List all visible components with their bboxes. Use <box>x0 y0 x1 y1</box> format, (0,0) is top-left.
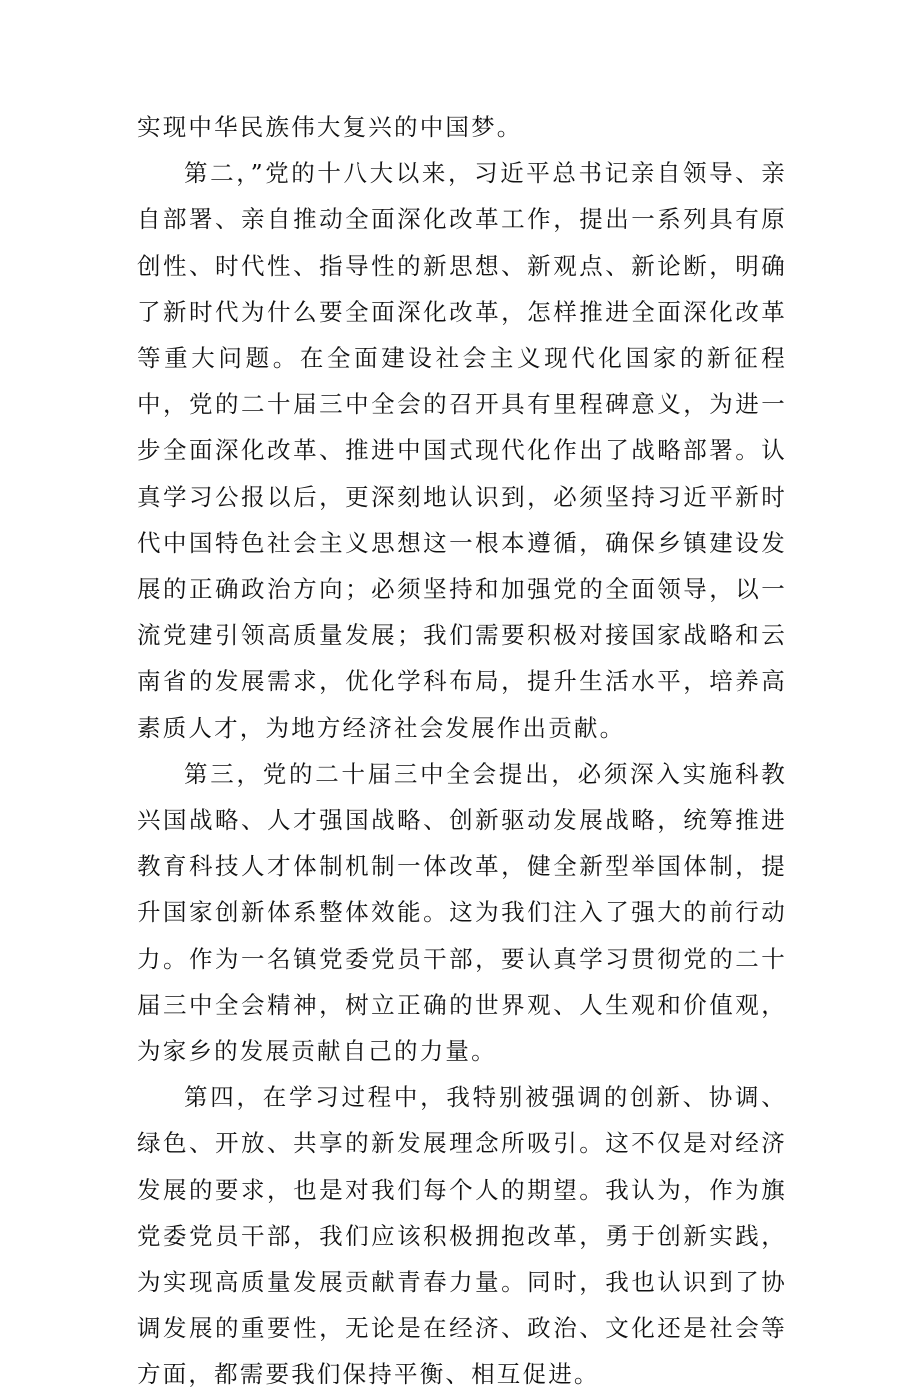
paragraph-continuation: 实现中华民族伟大复兴的中国梦。 <box>137 113 523 141</box>
paragraph-third: 第三，党的二十届三中全会提出，必须深入实施科教兴国战略、人才强国战略、创新驱动发展战略，统筹推进教育科技人才体制机制一体改革，健全新型举国体制，提升国家创新体系整体效能。这为我们注入了强大的前行动力。作为一名镇党委党员干部，要认真学习贯彻党的二十届三中全会精神，树立正确的世界观、人生观和价值观，为家乡的发展贡献自己的力量。 <box>137 759 787 1066</box>
paragraph-second: 第二，”党的十八大以来，习近平总书记亲自领导、亲自部署、亲自推动全面深化改革工作，提出一系列具有原创性、时代性、指导性的新思想、新观点、新论断，明确了新时代为什么要全面深化改革，怎样推进全面深化改革等重大问题。在全面建设社会主义现代化国家的新征程中，党的二十届三中全会的召开具有里程碑意义，为进一步全面深化改革、推进中国式现代化作出了战略部署。认真学习公报以后，更深刻地认识到，必须坚持习近平新时代中国特色社会主义思想这一根本遵循，确保乡镇建设发展的正确政治方向；必须坚持和加强党的全面领导，以一流党建引领高质量发展；我们需要积极对接国家战略和云南省的发展需求，优化学科布局，提升生活水平，培养高素质人才，为地方经济社会发展作出贡献。 <box>137 159 787 742</box>
paragraph-fourth: 第四，在学习过程中，我特别被强调的创新、协调、绿色、开放、共享的新发展理念所吸引。这不仅是对经济发展的要求，也是对我们每个人的期望。我认为，作为旗党委党员干部，我们应该积极拥抱改革，勇于创新实践，为实现高质量发展贡献青春力量。同时，我也认识到了协调发展的重要性，无论是在经济、政治、文化还是社会等方面，都需要我们保持平衡、相互促进。 <box>137 1083 787 1389</box>
body-text <box>137 104 787 1398</box>
